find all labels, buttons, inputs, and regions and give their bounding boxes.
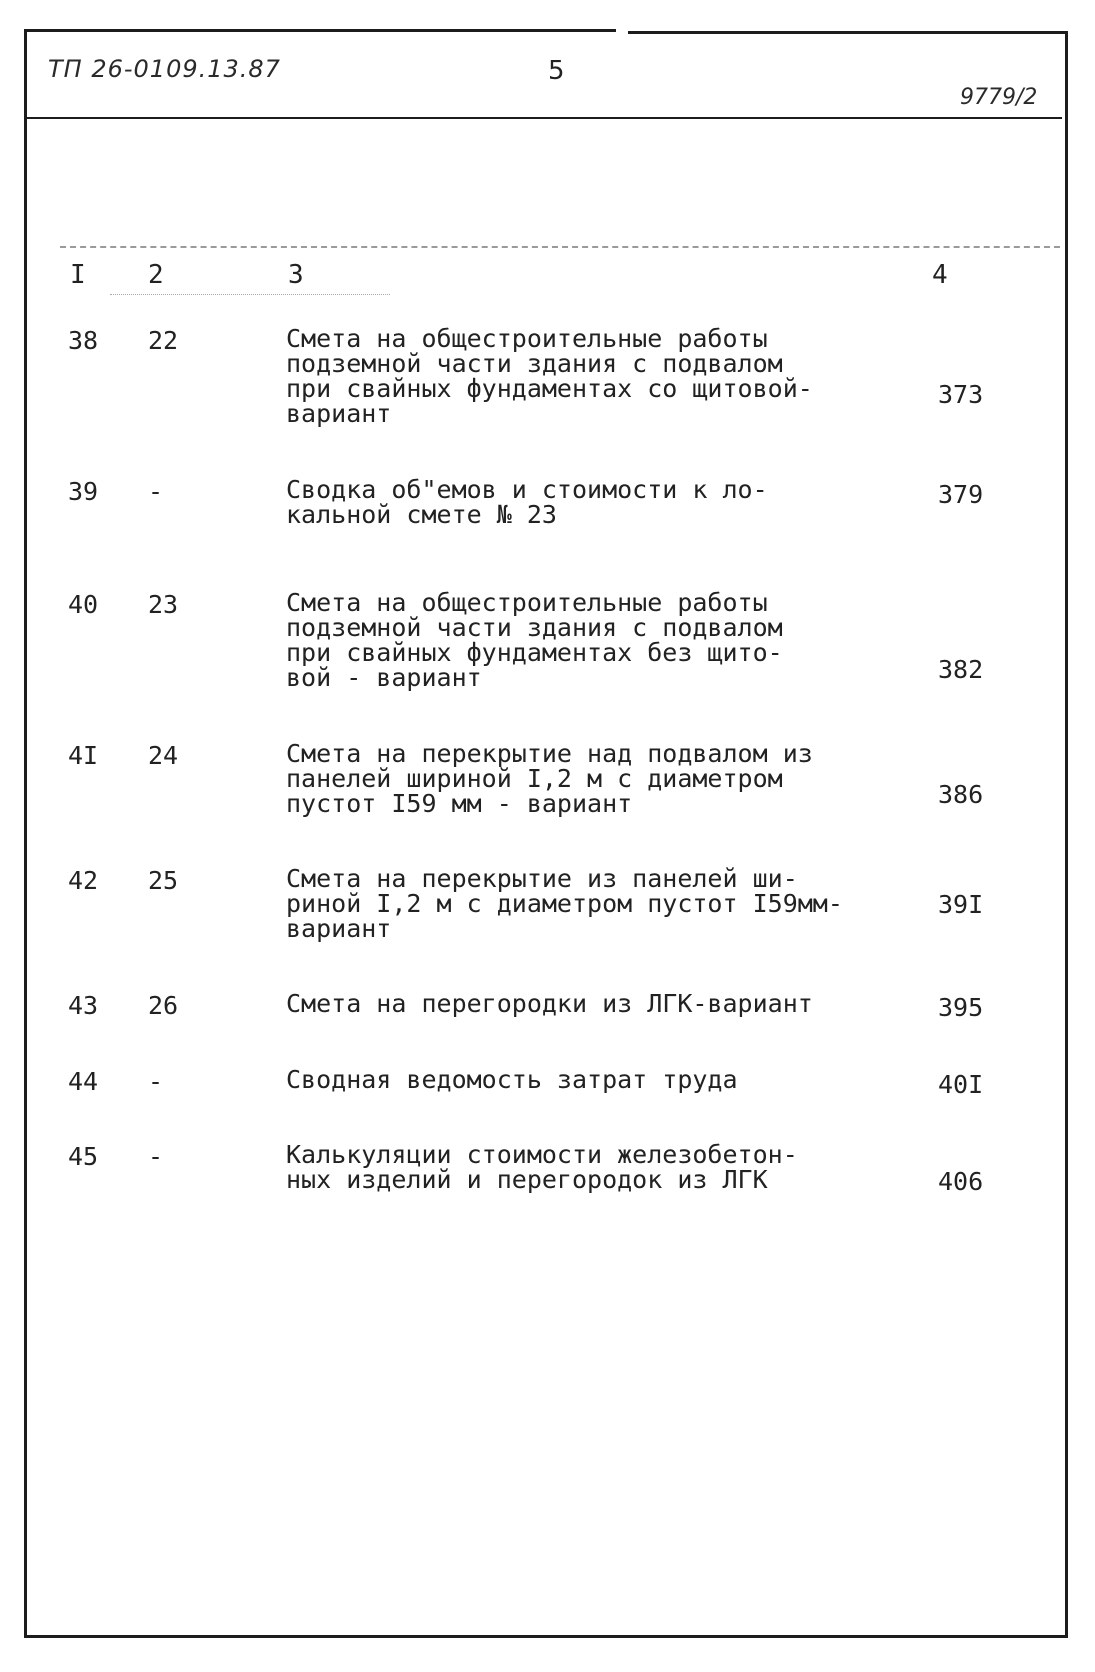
row-page: 406 [938,1167,984,1196]
row-title-line: подземной части здания с подвалом [286,349,783,378]
page-frame [24,31,1068,1638]
row-title [286,1142,886,1192]
row-title-line: ных изделий и перегородок из ЛГК [286,1165,768,1194]
row-title [286,866,886,941]
row-title-line: Смета на общестроительные работы [286,588,768,617]
row-title [286,1067,886,1092]
row-title-line: Сводка об"емов и стоимости к ло- [286,475,768,504]
row-reference: - [148,477,164,506]
row-number: 39 [68,477,99,506]
row-title-line: вой - вариант [286,663,482,692]
row-number: 43 [68,991,99,1020]
row-title-line: пустот I59 мм - вариант [286,789,633,818]
row-title [286,991,886,1016]
row-number: 4I [68,741,99,770]
page-number: 5 [548,56,565,86]
row-page: 373 [938,380,984,409]
row-title-line: при свайных фундаментах со щитовой- [286,374,813,403]
row-title-line: при свайных фундаментах без щито- [286,638,783,667]
row-number: 42 [68,866,99,895]
table-top-rule [60,246,1060,248]
header-under-rule [110,294,390,295]
inventory-number: 9779/2 [960,85,1038,110]
row-title-line: Смета на общестроительные работы [286,324,768,353]
row-reference: - [148,1067,164,1096]
row-title-line: кальной смете № 23 [286,500,557,529]
row-number: 38 [68,326,99,355]
column-header-4: 4 [932,260,948,290]
row-reference: 24 [148,741,179,770]
row-number: 45 [68,1142,99,1171]
row-title [286,326,886,426]
row-title [286,477,886,527]
row-page: 379 [938,480,984,509]
row-reference: - [148,1142,164,1171]
row-reference: 25 [148,866,179,895]
header-rule [26,117,1062,119]
row-reference: 23 [148,590,179,619]
document-code: ТП 26-0109.13.87 [48,55,281,83]
row-page: 395 [938,993,984,1022]
row-page: 382 [938,655,984,684]
row-title-line: подземной части здания с подвалом [286,613,783,642]
row-title-line: риной I,2 м с диаметром пустот I59мм- [286,889,843,918]
column-header-2: 2 [148,260,164,290]
row-title [286,741,886,816]
row-title [286,590,886,690]
row-title-line: Смета на перекрытие над подвалом из [286,739,813,768]
row-page: 386 [938,780,984,809]
row-page: 40I [938,1070,984,1099]
column-header-1: I [70,260,86,290]
row-title-line: панелей шириной I,2 м с диаметром [286,764,783,793]
row-title-line: Сводная ведомость затрат труда [286,1065,738,1094]
row-title-line: Смета на перекрытие из панелей ши- [286,864,798,893]
row-page: 39I [938,890,984,919]
column-header-3: 3 [288,260,304,290]
row-title-line: вариант [286,914,392,943]
row-title-line: Калькуляции стоимости железобетон- [286,1140,798,1169]
row-reference: 22 [148,326,179,355]
row-title-line: вариант [286,399,392,428]
row-reference: 26 [148,991,179,1020]
row-number: 40 [68,590,99,619]
row-number: 44 [68,1067,99,1096]
row-title-line: Смета на перегородки из ЛГК-вариант [286,989,813,1018]
